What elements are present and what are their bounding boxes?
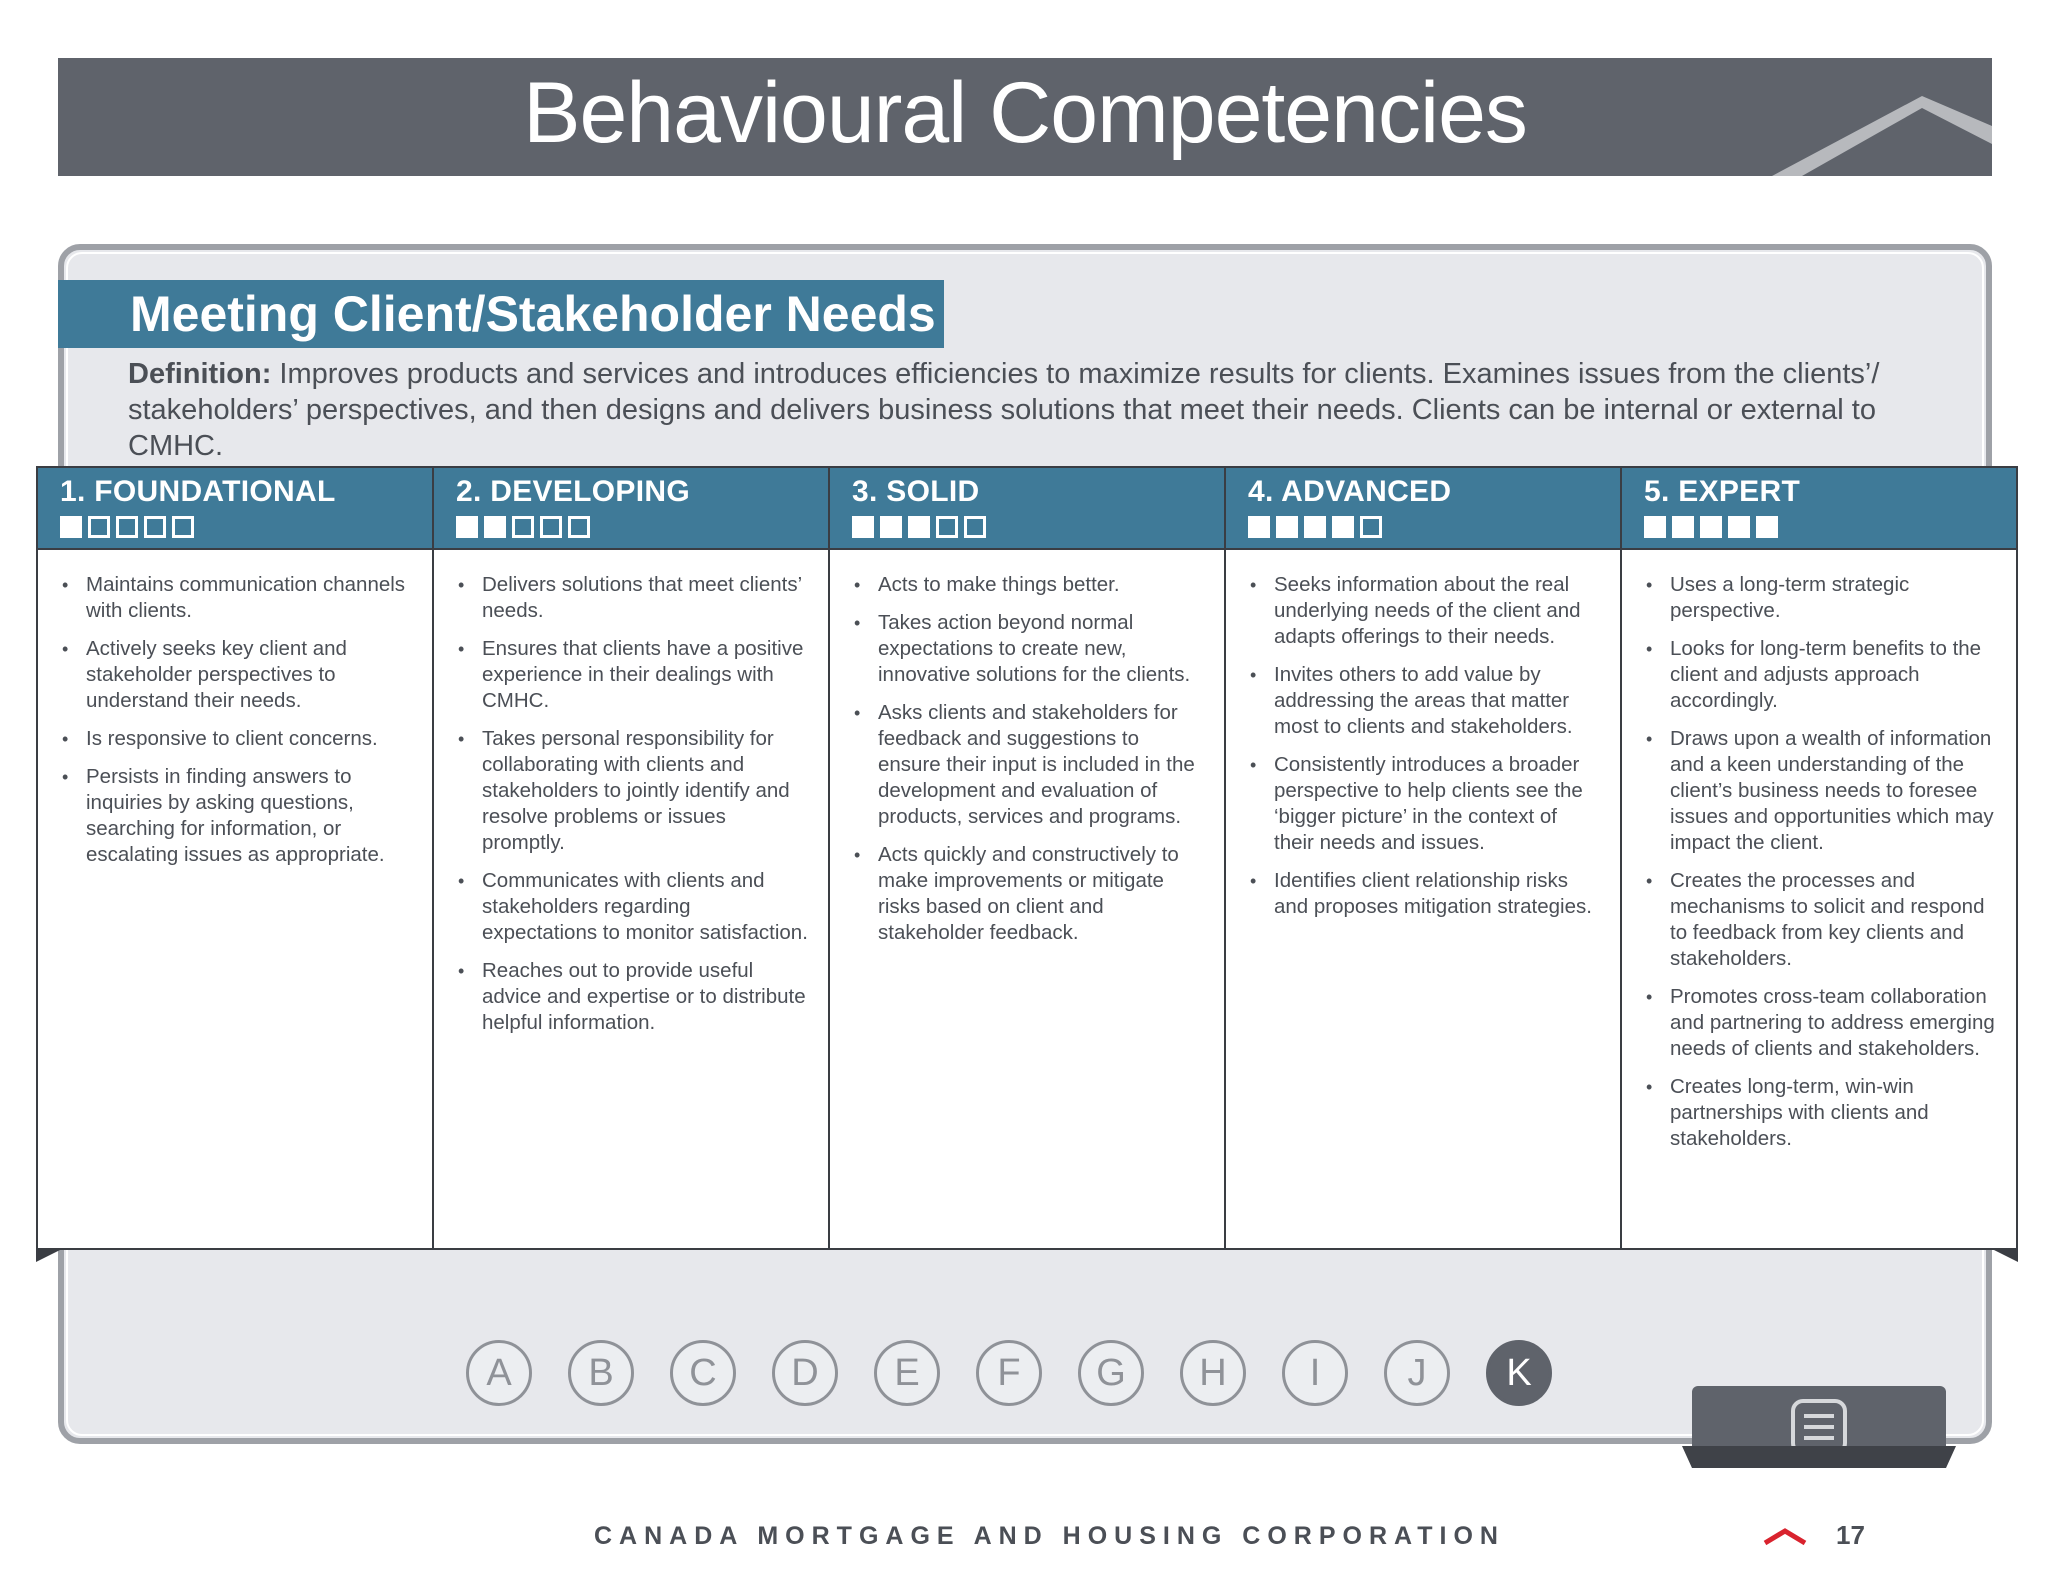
rating-square-filled	[1756, 516, 1778, 538]
behaviour-list	[60, 572, 414, 868]
behaviour-item: • Persists in finding answers to inquiries by asking questions, searching for information, or escalating issues as appropriate.	[60, 764, 414, 868]
level-rating	[1248, 516, 1620, 538]
level-column	[830, 468, 1226, 1248]
letter-button-f[interactable]: F	[976, 1340, 1042, 1406]
behaviour-item: • Uses a long-term strategic perspective.	[1644, 572, 1998, 624]
level-title: 4. ADVANCED	[1248, 475, 1452, 508]
level-header	[1226, 468, 1620, 550]
behaviour-item: • Acts quickly and constructively to make improvements or mitigate risks based on client and stakeholder feedback.	[852, 842, 1206, 946]
rating-square-filled	[1276, 516, 1298, 538]
rating-square-filled	[1672, 516, 1694, 538]
rating-square-filled	[908, 516, 930, 538]
behaviour-item: • Invites others to add value by addressing the areas that matter most to clients and stakeholders.	[1248, 662, 1602, 740]
rating-square-filled	[484, 516, 506, 538]
page-number: 17	[1836, 1520, 1865, 1550]
behaviour-item: • Acts to make things better.	[852, 572, 1206, 598]
rating-square-empty	[116, 516, 138, 538]
levels-table	[36, 466, 2018, 1250]
level-title: 3. SOLID	[852, 475, 980, 508]
behaviour-item: • Takes action beyond normal expectations to create new, innovative solutions for the clients.	[852, 610, 1206, 688]
letter-button-i[interactable]: I	[1282, 1340, 1348, 1406]
level-title: 5. EXPERT	[1644, 475, 1801, 508]
rating-square-empty	[540, 516, 562, 538]
rating-square-filled	[1728, 516, 1750, 538]
behaviour-list	[1644, 572, 1998, 1152]
level-body	[38, 550, 432, 868]
letter-button-j[interactable]: J	[1384, 1340, 1450, 1406]
header-banner	[58, 58, 1992, 176]
level-column	[38, 468, 434, 1248]
behaviour-item: • Actively seeks key client and stakeholder perspectives to understand their needs.	[60, 636, 414, 714]
rating-square-filled	[852, 516, 874, 538]
letter-button-k[interactable]: K	[1486, 1340, 1552, 1406]
level-rating	[1644, 516, 2016, 538]
letter-button-b[interactable]: B	[568, 1340, 634, 1406]
level-body	[830, 550, 1224, 946]
menu-tab-base	[1682, 1446, 1956, 1468]
rating-square-empty	[568, 516, 590, 538]
behaviour-list	[852, 572, 1206, 946]
letter-button-a[interactable]: A	[466, 1340, 532, 1406]
rating-square-filled	[60, 516, 82, 538]
rating-square-empty	[88, 516, 110, 538]
behaviour-item: • Delivers solutions that meet clients’ needs.	[456, 572, 810, 624]
page-title: Behavioural Competencies	[523, 65, 1527, 161]
level-title: 1. FOUNDATIONAL	[60, 475, 336, 508]
level-body	[1622, 550, 2016, 1152]
behaviour-item: • Asks clients and stakeholders for feedback and suggestions to ensure their input is included in the development and evaluation of products, services and programs.	[852, 700, 1206, 830]
behaviour-item: • Creates the processes and mechanisms to solicit and respond to feedback from key clients and stakeholders.	[1644, 868, 1998, 972]
letter-button-h[interactable]: H	[1180, 1340, 1246, 1406]
cmhc-roof-logo-icon	[1762, 1526, 1808, 1546]
level-header	[830, 468, 1224, 550]
level-column	[1226, 468, 1622, 1248]
rating-square-empty	[1360, 516, 1382, 538]
rating-square-filled	[1304, 516, 1326, 538]
behaviour-item: • Looks for long-term benefits to the client and adjusts approach accordingly.	[1644, 636, 1998, 714]
behaviour-item: • Seeks information about the real underlying needs of the client and adapts offerings to their needs.	[1248, 572, 1602, 650]
behaviour-item: • Draws upon a wealth of information and a keen understanding of the client’s business needs to foresee issues and opportunities which may impact the client.	[1644, 726, 1998, 856]
behaviour-item: • Creates long-term, win-win partnerships with clients and stakeholders.	[1644, 1074, 1998, 1152]
rating-square-filled	[456, 516, 478, 538]
table-corner-right	[1994, 1250, 2018, 1262]
level-body	[1226, 550, 1620, 920]
table-corner-left	[36, 1250, 60, 1262]
behaviour-item: • Takes personal responsibility for collaborating with clients and stakeholders to jointly identify and resolve problems or issues promptly.	[456, 726, 810, 856]
behaviour-item: • Maintains communication channels with clients.	[60, 572, 414, 624]
definition-label: Definition:	[128, 358, 272, 390]
letter-button-g[interactable]: G	[1078, 1340, 1144, 1406]
level-column	[434, 468, 830, 1248]
rating-square-filled	[1700, 516, 1722, 538]
behaviour-list	[1248, 572, 1602, 920]
rating-square-empty	[172, 516, 194, 538]
rating-square-empty	[512, 516, 534, 538]
behaviour-item: • Promotes cross-team collaboration and partnering to address emerging needs of clients and stakeholders.	[1644, 984, 1998, 1062]
footer-organization: CANADA MORTGAGE AND HOUSING CORPORATION	[594, 1522, 1505, 1550]
roof-decoration-icon	[1772, 86, 1992, 176]
behaviour-item: • Communicates with clients and stakeholders regarding expectations to monitor satisfaction.	[456, 868, 810, 946]
level-rating	[456, 516, 828, 538]
level-rating	[852, 516, 1224, 538]
rating-square-filled	[1644, 516, 1666, 538]
letter-navigation	[466, 1340, 1552, 1406]
rating-square-empty	[964, 516, 986, 538]
level-header	[434, 468, 828, 550]
level-header	[1622, 468, 2016, 550]
rating-square-filled	[1332, 516, 1354, 538]
rating-square-empty	[936, 516, 958, 538]
definition-text: Improves products and services and introduces efficiencies to maximize results for clients. Examines issues from the clients’/ stakeholders’ perspectives, and then designs and delivers business solutions that meet their needs. Clients can be internal or external to CMHC.	[128, 358, 1880, 462]
behaviour-item: • Reaches out to provide useful advice and expertise or to distribute helpful information.	[456, 958, 810, 1036]
level-column	[1622, 468, 2016, 1248]
level-title: 2. DEVELOPING	[456, 475, 690, 508]
behaviour-list	[456, 572, 810, 1036]
behaviour-item: • Ensures that clients have a positive experience in their dealings with CMHC.	[456, 636, 810, 714]
behaviour-item: • Is responsive to client concerns.	[60, 726, 414, 752]
section-title: Meeting Client/Stakeholder Needs	[58, 280, 944, 348]
letter-button-d[interactable]: D	[772, 1340, 838, 1406]
rating-square-empty	[144, 516, 166, 538]
behaviour-item: • Identifies client relationship risks and proposes mitigation strategies.	[1248, 868, 1602, 920]
level-body	[434, 550, 828, 1036]
behaviour-item: • Consistently introduces a broader perspective to help clients see the ‘bigger picture’ in the context of their needs and issues.	[1248, 752, 1602, 856]
level-header	[38, 468, 432, 550]
definition	[128, 356, 1958, 464]
rating-square-filled	[1248, 516, 1270, 538]
letter-button-e[interactable]: E	[874, 1340, 940, 1406]
level-rating	[60, 516, 432, 538]
letter-button-c[interactable]: C	[670, 1340, 736, 1406]
rating-square-filled	[880, 516, 902, 538]
